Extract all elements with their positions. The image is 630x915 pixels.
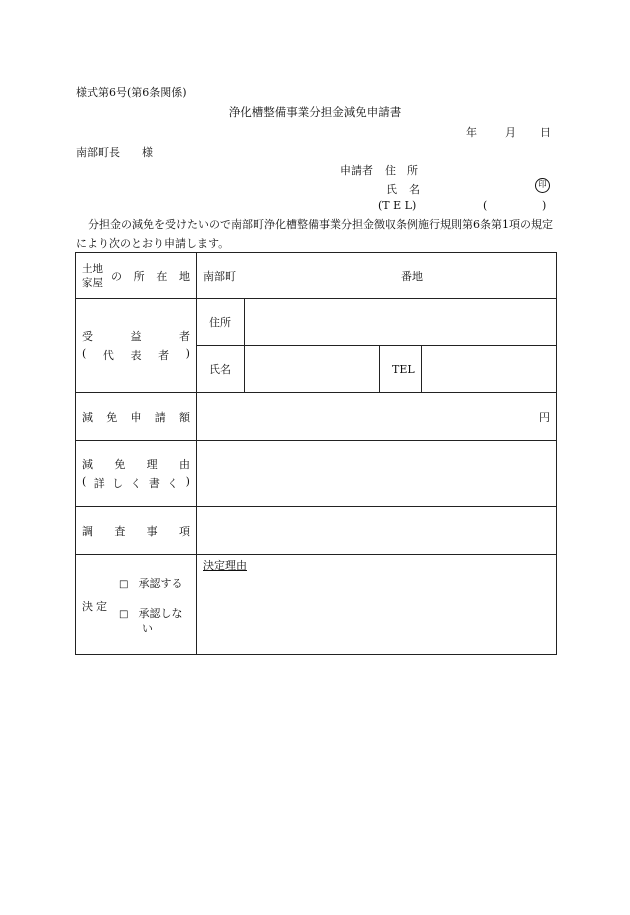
yen-unit: 円 — [539, 410, 550, 424]
reject-option[interactable] — [119, 605, 182, 621]
addressee-name: 南部町長 — [76, 146, 120, 159]
applicant-label: 申請者 — [340, 164, 373, 177]
land-label: 土地 — [82, 262, 103, 275]
house-label: 家屋 — [82, 276, 103, 289]
applicant-tel-label: (T E L) — [378, 199, 417, 212]
decision-cell — [76, 555, 197, 655]
investigation-char: 査 — [114, 524, 126, 538]
amount-char: 申 — [130, 410, 142, 424]
detail-char: ) — [185, 475, 190, 488]
representative-char: 表 — [130, 349, 142, 362]
location-label-char: 在 — [156, 269, 168, 283]
reason-char: 由 — [178, 458, 190, 471]
detail-char: し — [112, 477, 124, 490]
location-label-cell — [76, 253, 197, 299]
date-year: 年 — [466, 126, 477, 139]
investigation-char: 項 — [178, 524, 190, 538]
investigation-char: 調 — [82, 524, 93, 538]
beneficiary-tel-label: TEL — [380, 346, 422, 393]
beneficiary-address-row — [76, 299, 557, 346]
decision-row — [76, 555, 557, 655]
detail-char: 書 — [148, 477, 160, 490]
representative-char: 者 — [158, 349, 170, 362]
beneficiary-char: 者 — [179, 330, 190, 343]
beneficiary-address-label: 住所 — [197, 299, 245, 346]
applicant-name-label: 氏名 — [386, 183, 432, 196]
location-row — [76, 253, 557, 299]
beneficiary-label-cell — [76, 299, 197, 393]
representative-char: 代 — [102, 349, 114, 362]
reject-checkbox[interactable]: □ — [119, 609, 129, 620]
approve-checkbox[interactable]: □ — [119, 579, 129, 590]
beneficiary-address-field[interactable] — [245, 299, 557, 346]
reason-field[interactable] — [197, 441, 557, 507]
reason-label-cell — [76, 441, 197, 507]
date-month: 月 — [505, 126, 516, 139]
decision-label: 決定 — [82, 600, 110, 613]
representative-char: ) — [185, 347, 190, 360]
date-day: 日 — [540, 126, 551, 139]
detail-char: く — [167, 477, 179, 490]
reason-char: 減 — [82, 458, 93, 471]
reason-char: 免 — [114, 458, 126, 471]
application-table — [75, 252, 557, 655]
location-value-field[interactable] — [197, 253, 557, 299]
approve-option[interactable] — [119, 575, 182, 591]
detail-char: 詳 — [93, 477, 105, 490]
amount-char: 減 — [82, 410, 93, 424]
investigation-row — [76, 507, 557, 555]
amount-char: 免 — [106, 410, 118, 424]
beneficiary-tel-field[interactable] — [422, 346, 557, 393]
investigation-field[interactable] — [197, 507, 557, 555]
applicant-address-label: 住 所 — [385, 164, 418, 177]
investigation-label-cell — [76, 507, 197, 555]
representative-char: ( — [82, 347, 87, 360]
decision-reason-label: 決定理由 — [203, 559, 247, 572]
reject-label: 承認しな — [138, 607, 183, 620]
reason-row — [76, 441, 557, 507]
detail-char: ( — [82, 475, 87, 488]
amount-field[interactable] — [197, 393, 557, 441]
beneficiary-name-label: 氏名 — [197, 346, 245, 393]
tel-paren-open: ( — [483, 199, 488, 212]
beneficiary-char: 受 — [82, 330, 93, 343]
location-label-char: 所 — [133, 269, 145, 283]
addressee — [76, 144, 153, 160]
detail-char: く — [130, 477, 142, 490]
seal-mark: 印 — [535, 178, 550, 193]
addressee-honorific: 様 — [142, 146, 153, 159]
reason-char: 理 — [146, 458, 158, 471]
beneficiary-char: 益 — [130, 330, 142, 343]
amount-label-cell — [76, 393, 197, 441]
banchi-label: 番地 — [401, 269, 423, 283]
amount-row — [76, 393, 557, 441]
beneficiary-name-field[interactable] — [245, 346, 380, 393]
investigation-char: 事 — [146, 524, 158, 538]
location-label-char: の — [111, 269, 122, 283]
approve-label: 承認する — [138, 577, 183, 590]
form-title: 浄化槽整備事業分担金減免申請書 — [228, 105, 402, 119]
tel-paren-close: ) — [542, 199, 547, 212]
location-label-char: 地 — [178, 269, 190, 283]
amount-char: 請 — [154, 410, 166, 424]
decision-reason-field[interactable] — [197, 555, 557, 655]
town-name: 南部町 — [203, 269, 236, 283]
reject-label-continued: い — [142, 622, 153, 635]
form-number: 様式第6号(第6条関係) — [76, 86, 187, 99]
amount-char: 額 — [179, 410, 190, 424]
request-statement: 分担金の減免を受けたいので南部町浄化槽整備事業分担金徴収条例施行規則第6条第1項の規定により次のとおり申請します。 — [76, 218, 553, 250]
